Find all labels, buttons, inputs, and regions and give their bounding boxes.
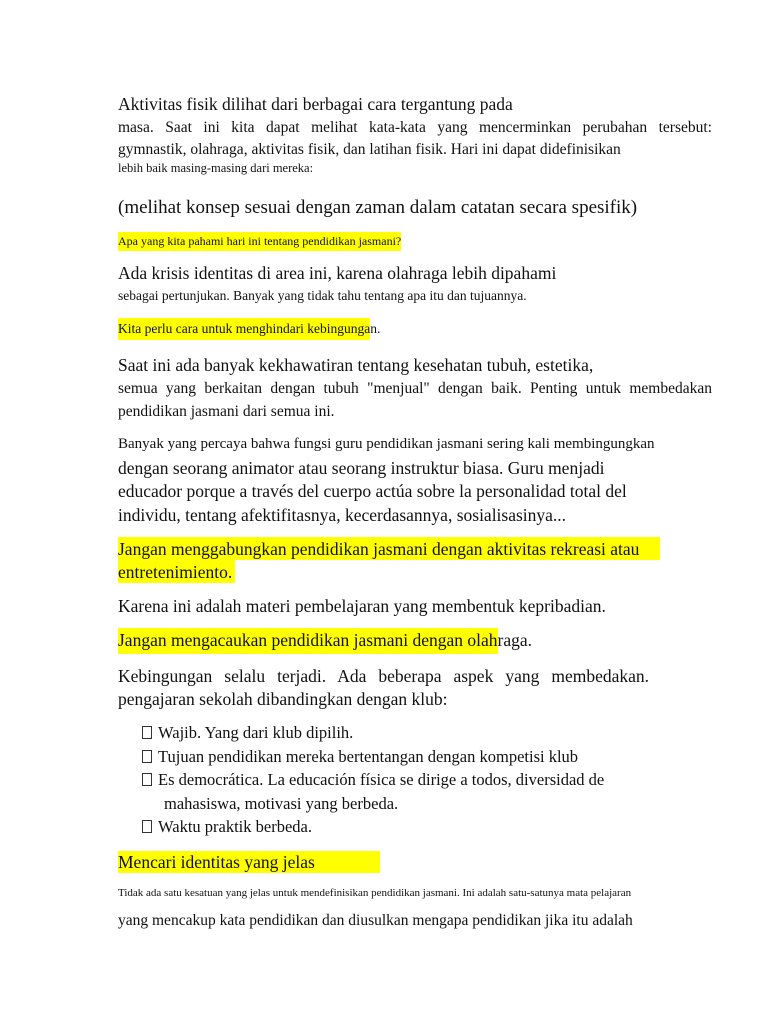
para3-line3: pendidikan jasmani dari semua ini. bbox=[118, 403, 335, 420]
bullet-text-1: Wajib. Yang dari klub dipilih. bbox=[158, 723, 354, 742]
bullet-text-2: Tujuan pendidikan mereka bertentangan dengan kompetisi klub bbox=[158, 747, 579, 766]
sport-warning-highlight: Jangan mengacaukan pendidikan jasmani dengan olah bbox=[118, 628, 498, 654]
para6-line2: pengajaran sekolah dibandingkan dengan klub: bbox=[118, 689, 448, 709]
checkbox-icon bbox=[142, 726, 152, 739]
checkbox-icon bbox=[142, 750, 152, 763]
para2-line1: Ada krisis identitas di area ini, karena olahraga lebih dipahami bbox=[118, 263, 557, 283]
para5: Karena ini adalah materi pembelajaran yang membentuk kepribadian. bbox=[118, 596, 606, 616]
bullet-item-1 bbox=[142, 725, 353, 742]
para1-line1: Aktivitas fisik dilihat dari berbagai cara tergantung pada bbox=[118, 94, 513, 114]
sport-warning-rest: raga. bbox=[497, 630, 533, 650]
concept-note: (melihat konsep sesuai dengan zaman dalam catatan secara spesifik) bbox=[118, 197, 638, 218]
bullet-text-4: Waktu praktik berbeda. bbox=[158, 817, 312, 836]
bullet-item-3-cont: mahasiswa, motivasi yang berbeda. bbox=[164, 794, 399, 813]
bullet-text-3: Es democrática. La educación física se dirige a todos, diversidad de bbox=[158, 770, 605, 789]
section-heading: Mencari identitas yang jelas bbox=[118, 852, 315, 872]
para1-line4: lebih baik masing-masing dari mereka: bbox=[118, 161, 314, 175]
para7-line1: Tidak ada satu kesatuan yang jelas untuk mendefinisikan pendidikan jasmani. Ini adalah satu-satunya mata pelajaran bbox=[118, 887, 632, 899]
recreation-warning-line2: entretenimiento. bbox=[118, 562, 233, 582]
para1-line3: gymnastik, olahraga, aktivitas fisik, dan latihan fisik. Hari ini dapat didefinisikan bbox=[118, 141, 621, 158]
para3-line2: semua yang berkaitan dengan tubuh "menjual" dengan baik. Penting untuk membedakan bbox=[118, 380, 712, 397]
sport-warning bbox=[118, 632, 532, 650]
checkbox-icon bbox=[142, 773, 152, 786]
bullet-item-4 bbox=[142, 819, 312, 836]
recreation-warning-line1: Jangan menggabungkan pendidikan jasmani dengan aktivitas rekreasi atau bbox=[118, 539, 640, 559]
para7-line2: yang mencakup kata pendidikan dan diusulkan mengapa pendidikan jika itu adalah bbox=[118, 912, 633, 929]
confusion-note-rest: n. bbox=[370, 321, 381, 336]
para3-line1: Saat ini ada banyak kekhawatiran tentang kesehatan tubuh, estetika, bbox=[118, 355, 594, 375]
para4-line4: individu, tentang afektifitasnya, kecerdasannya, sosialisasinya... bbox=[118, 505, 567, 525]
para1-line2: masa. Saat ini kita dapat melihat kata-kata yang mencerminkan perubahan tersebut: bbox=[118, 119, 712, 136]
bullet-item-2 bbox=[142, 749, 578, 766]
para4-line3: educador porque a través del cuerpo actúa sobre la personalidad total del bbox=[118, 481, 627, 501]
bullet-item-3 bbox=[142, 772, 604, 789]
para4-line1: Banyak yang percaya bahwa fungsi guru pendidikan jasmani sering kali membingungkan bbox=[118, 436, 655, 452]
checkbox-icon bbox=[142, 820, 152, 833]
confusion-note-highlight: Kita perlu cara untuk menghindari kebingunga bbox=[118, 318, 370, 340]
para4-line2: dengan seorang animator atau seorang instruktur biasa. Guru menjadi bbox=[118, 458, 605, 478]
para2-line2: sebagai pertunjukan. Banyak yang tidak tahu tentang apa itu dan tujuannya. bbox=[118, 288, 527, 303]
question-highlight: Apa yang kita pahami hari ini tentang pendidikan jasmani? bbox=[118, 232, 401, 251]
confusion-note bbox=[118, 322, 380, 336]
para6-line1: Kebingungan selalu terjadi. Ada beberapa aspek yang membedakan. bbox=[118, 666, 649, 686]
